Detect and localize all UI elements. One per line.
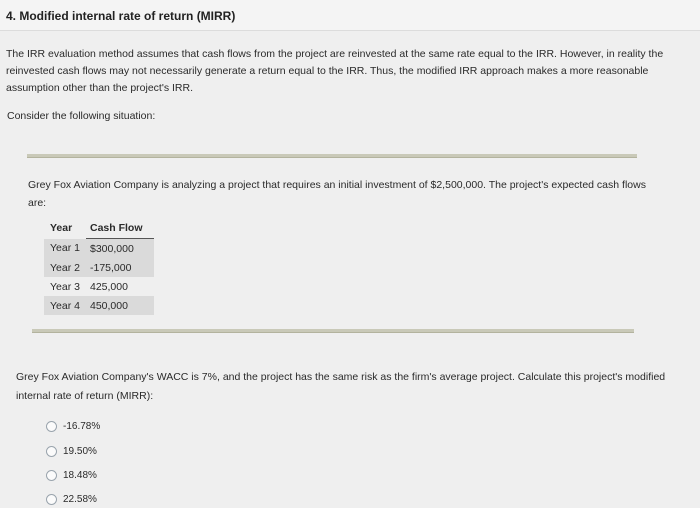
- question-prompt: Grey Fox Aviation Company's WACC is 7%, and the project has the same risk as the firm's average project. Calculate this project's modified internal rate of return (MIRR):: [16, 371, 666, 402]
- table-row: [44, 258, 154, 277]
- cash-flow-cell: -175,000: [86, 258, 154, 277]
- cash-flow-cell: $300,000: [86, 239, 154, 259]
- option-label: 18.48%: [63, 470, 97, 481]
- column-header-cash-flow: Cash Flow: [86, 218, 154, 239]
- option-3[interactable]: [46, 470, 97, 481]
- table-row: [44, 239, 154, 259]
- radio-button[interactable]: [46, 446, 57, 457]
- option-2[interactable]: [46, 446, 97, 457]
- option-label: 22.58%: [63, 494, 97, 505]
- cash-flow-cell: 450,000: [86, 296, 154, 315]
- year-cell: Year 2: [44, 258, 86, 277]
- year-cell: Year 3: [50, 280, 80, 293]
- divider-top: [27, 154, 637, 158]
- intro-paragraph: The IRR evaluation method assumes that cash flows from the project are reinvested at the same rate equal to the IRR. However, in reality the reinvested cash flows may not necessarily generate a return equal to the IRR. Thus, the modified IRR approach makes a more reasonable assumption other than the project's IRR.: [6, 48, 664, 94]
- cash-flow-cell: 425,000: [89, 280, 128, 293]
- radio-button[interactable]: [46, 470, 57, 481]
- year-cell: Year 1: [44, 239, 86, 259]
- option-1[interactable]: [46, 421, 100, 432]
- header-bar: [0, 0, 700, 31]
- option-label: 19.50%: [63, 446, 97, 457]
- scenario-paragraph: Grey Fox Aviation Company is analyzing a project that requires an initial investment of $2,500,000. The project's expected cash flows are:: [28, 179, 646, 209]
- radio-button[interactable]: [46, 494, 57, 505]
- year-cell: Year 4: [44, 296, 86, 315]
- option-4[interactable]: [46, 494, 97, 505]
- table-row: [44, 296, 154, 315]
- question-title: 4. Modified internal rate of return (MIRR): [6, 9, 236, 23]
- divider-bottom: [32, 329, 634, 333]
- column-header-year: Year: [50, 222, 73, 235]
- consider-label: Consider the following situation:: [7, 110, 156, 122]
- table-row: [44, 277, 154, 296]
- table-header-row: [44, 218, 154, 239]
- cash-flow-table: [44, 218, 154, 315]
- option-label: -16.78%: [63, 421, 101, 432]
- radio-button[interactable]: [46, 421, 57, 432]
